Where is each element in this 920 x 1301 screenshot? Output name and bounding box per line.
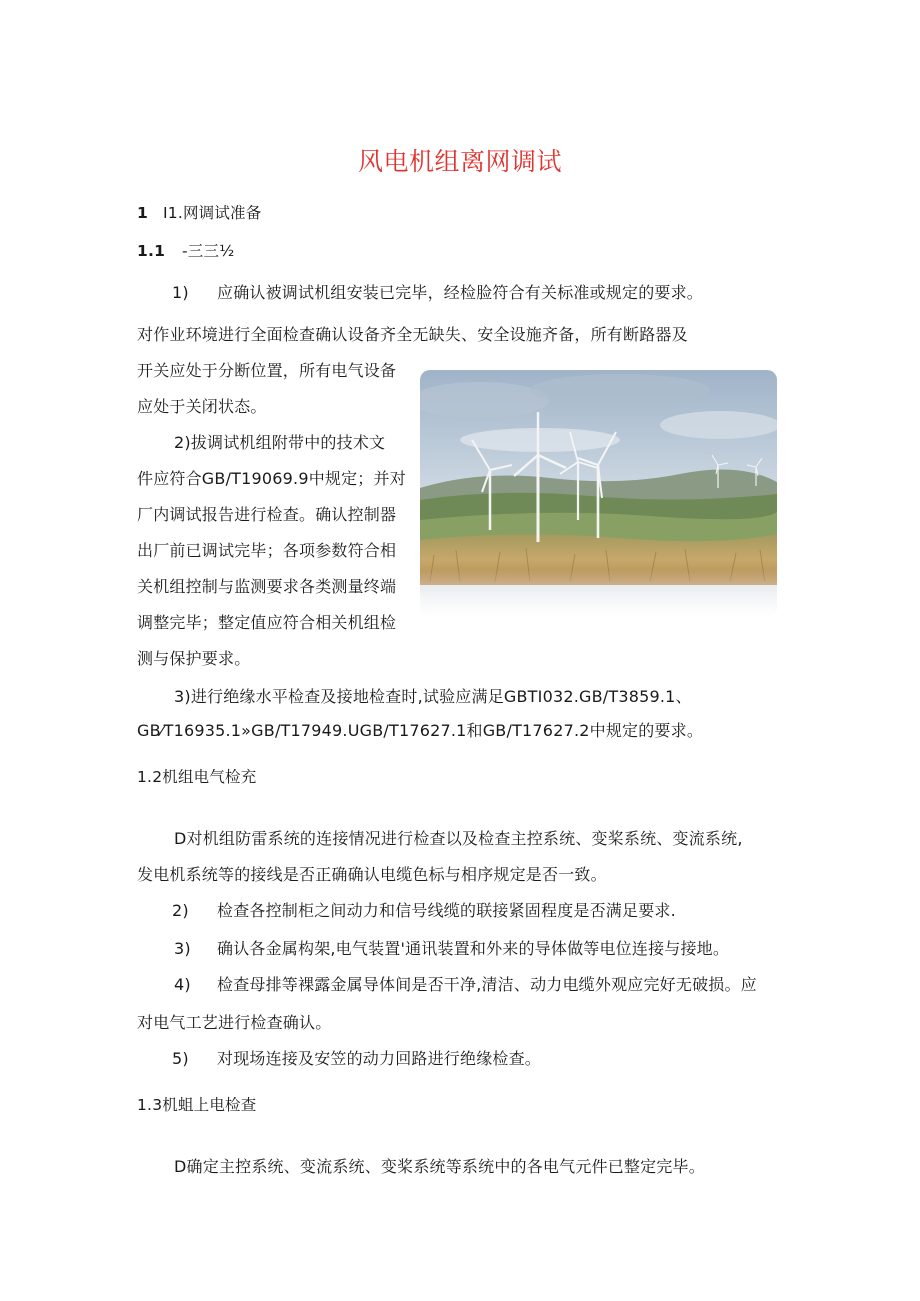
paragraph-line: 对电气工艺进行检查确认。 <box>137 1013 332 1032</box>
section-1-3-heading: 1.3机蛆上电检查 <box>137 1096 257 1114</box>
item-3-text: 确认各金属构架,电气装置'通讯装置和外来的导体做等电位连接与接地。 <box>217 939 730 958</box>
paragraph-line: GB⁄T16935.1»GB/T17949.UGB/T17627.1和GB/T17627.2中规定的要求。 <box>137 721 704 740</box>
section-1-number: 1 <box>137 204 148 222</box>
paragraph-line: D对机组防雷系统的连接情况进行检查以及检查主控系统、变桨系统、变流系统, <box>174 829 743 848</box>
paragraph-line: D确定主控系统、变流系统、变桨系统等系统中的各电气元件已整定完毕。 <box>174 1157 705 1176</box>
paragraph-line: 厂内调试报告进行检查。确认控制器 <box>137 505 397 524</box>
paragraph-line: 2)拔调试机组附带中的技术文 <box>174 433 386 452</box>
section-1-1-heading: -三三½ <box>182 242 235 260</box>
paragraph-line: 调整完毕；整定值应符合相关机组检 <box>137 613 397 632</box>
paragraph-line: 关机组控制与监测要求各类测量终端 <box>137 577 397 596</box>
section-1-2-heading: 1.2机组电气检充 <box>137 768 257 786</box>
paragraph-line: 对作业环境进行全面检查确认设备齐全无缺失、安全设施齐备，所有断路器及 <box>137 325 688 344</box>
section-1-1-number: 1.1 <box>137 242 166 260</box>
item-5-text: 对现场连接及安笠的动力回路进行绝缘检查。 <box>217 1049 542 1068</box>
paragraph-line: 开关应处于分断位置，所有电气设备 <box>137 361 397 380</box>
item-2-number: 2) <box>172 901 189 920</box>
item-2-text: 检查各控制柜之间动力和信号线缆的联接紧固程度是否满足要求. <box>217 901 676 920</box>
paragraph-line: 出厂前已调试完毕；各项参数符合相 <box>137 541 397 560</box>
wind-farm-photo <box>420 370 777 616</box>
item-5-number: 5) <box>172 1049 189 1068</box>
item-4-text: 检查母排等裸露金属导体间是否干净,清洁、动力电缆外观应完好无破损。应 <box>217 975 757 994</box>
item-3-number: 3) <box>174 939 191 958</box>
item-4-number: 4) <box>174 975 191 994</box>
paragraph-line: 测与保护要求。 <box>137 649 251 668</box>
paragraph-line: 3)进行绝缘水平检查及接地检查时,试验应满足GBTI032.GB/T3859.1、 <box>174 687 692 706</box>
page-title: 风电机组离网调试 <box>357 147 562 176</box>
paragraph-line: 件应符合GB/T19069.9中规定；并对 <box>137 469 406 488</box>
paragraph-line: 发电机系统等的接线是否正确确认电缆色标与相序规定是否一致。 <box>137 865 607 884</box>
section-1-heading: I1.网调试准备 <box>163 204 262 222</box>
paragraph-line: 应处于关闭状态。 <box>137 397 267 416</box>
item-1-text: 应确认被调试机组安装已完毕，经检脸符合有关标准或规定的要求。 <box>217 283 704 302</box>
item-1-number: 1) <box>172 283 189 302</box>
